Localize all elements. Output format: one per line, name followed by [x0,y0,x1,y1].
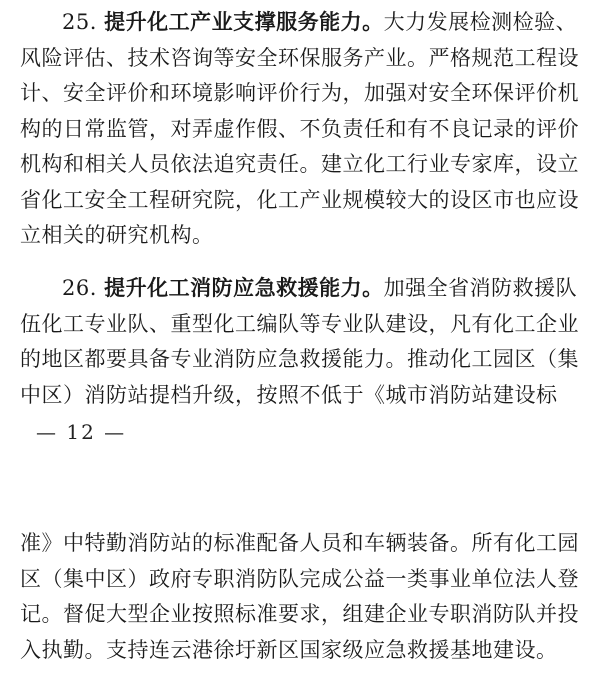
continuation-paragraph [20,526,584,668]
paragraph-25-line: 立相关的研究机构。 [20,223,214,247]
paragraph-26 [20,270,584,413]
paragraph-25-line-1 [20,4,584,41]
paragraph-26-text: 加强全省消防救援队 [383,276,578,300]
page-break [0,462,600,522]
paragraph-26-number: 26. [62,276,97,300]
paragraph-25-line: 省化工安全工程研究院，化工产业规模较大的设区市也应设 [20,187,579,212]
paragraph-25-line: 构的日常监管，对弄虚作假、不负责任和有不良记录的评价 [20,116,579,141]
paragraph-25-line: 风险评估、技术咨询等安全环保服务产业。严格规范工程设 [20,45,579,70]
page-number: — 12 — [36,420,127,444]
paragraph-26-heading: 提升化工消防应急救援能力。 [104,275,384,300]
paragraph-25-text: 大力发展检测检验、 [383,10,578,34]
paragraph-25-number: 25. [62,10,97,34]
paragraph-26-line-1 [20,270,584,307]
continuation-line: 准》中特勤消防站的标准配备人员和车辆装备。所有化工园 [20,531,579,555]
continuation-line: 区（集中区）政府专职消防队完成公益一类事业单位法人登 [20,566,579,591]
paragraph-26-line: 伍化工专业队、重型化工编队等专业队建设，凡有化工企业 [20,311,579,336]
paragraph-25-line: 机构和相关人员依法追究责任。建立化工行业专家库，设立 [20,152,579,176]
continuation-line: 入执勤。支持连云港徐圩新区国家级应急救援基地建设。 [20,637,558,662]
continuation-line: 记。督促大型企业按照标准要求，组建企业专职消防队并投 [20,602,579,626]
paragraph-25-line: 计、安全评价和环境影响评价行为，加强对安全环保评价机 [20,81,579,105]
paragraph-26-line: 的地区都要具备专业消防应急救援能力。推动化工园区（集 [20,347,579,371]
paragraph-26-line: 中区）消防站提档升级，按照不低于《城市消防站建设标 [20,382,558,407]
paragraph-25 [20,4,584,254]
paragraph-25-heading: 提升化工产业支撑服务能力。 [104,9,384,34]
